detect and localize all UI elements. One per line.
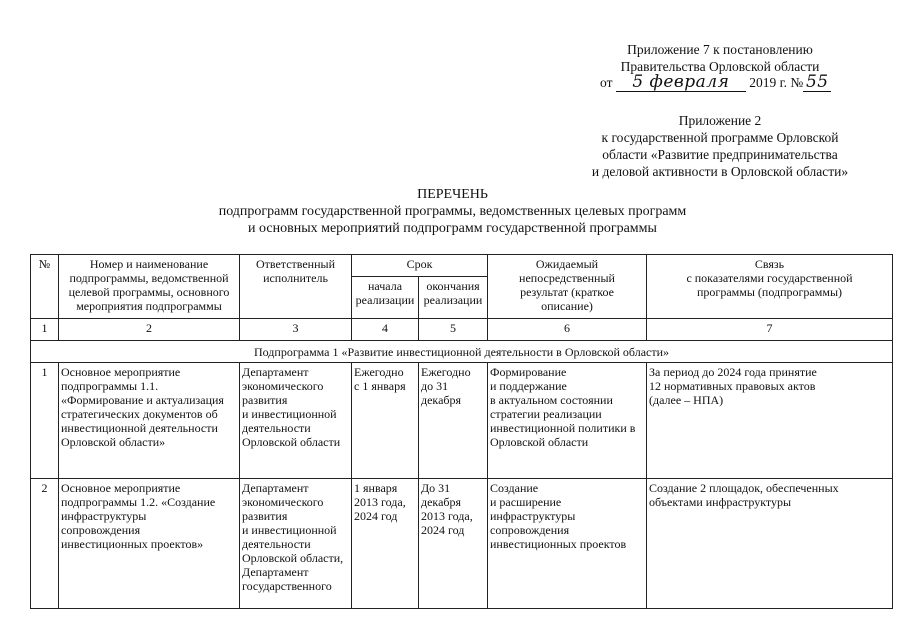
header-term: Срок: [352, 255, 488, 277]
header-result: Ожидаемый непосредственный результат (краткое описание): [488, 255, 647, 319]
title-line-3: и основных мероприятий подпрограмм государственной программы: [248, 221, 657, 236]
column-number: 3: [240, 319, 352, 341]
resolution-line-1: Приложение 7 к постановлению: [627, 42, 813, 57]
row-num: 1: [31, 363, 59, 479]
column-number: 4: [352, 319, 419, 341]
subprogram-title: Подпрограмма 1 «Развитие инвестиционной деятельности в Орловской области»: [31, 341, 893, 363]
program-line-2: к государственной программе Орловской: [601, 130, 839, 145]
handwritten-date: 5 февраля: [616, 74, 746, 92]
row-end: До 31 декабря 2013 года, 2024 год: [419, 479, 488, 609]
table-row: [31, 363, 893, 479]
row-link: За период до 2024 года принятие 12 нормативных правовых актов (далее – НПА): [647, 363, 893, 479]
column-number: 5: [419, 319, 488, 341]
program-header: [570, 112, 870, 180]
column-number: 2: [59, 319, 240, 341]
resolution-date-line: [600, 74, 831, 92]
row-executor: Департамент экономического развития и инвестиционной деятельности Орловской области: [240, 363, 352, 479]
row-result: Создание и расширение инфраструктуры сопровождения инвестиционных проектов: [488, 479, 647, 609]
column-number: 6: [488, 319, 647, 341]
program-line-3: области «Развитие предпринимательства: [602, 147, 838, 162]
row-name: Основное мероприятие подпрограммы 1.2. «Создание инфраструктуры сопровождения инвестиционных проектов»: [59, 479, 240, 609]
row-executor: Департамент экономического развития и инвестиционной деятельности Орловской области, Департамент государственного: [240, 479, 352, 609]
program-line-4: и деловой активности в Орловской области»: [591, 164, 849, 179]
column-number: 7: [647, 319, 893, 341]
row-start: 1 января 2013 года, 2024 год: [352, 479, 419, 609]
resolution-line-2: Правительства Орловской области: [620, 59, 820, 74]
table-row: [31, 479, 893, 609]
program-table: [30, 254, 893, 609]
header-end: окончания реализации: [419, 277, 488, 319]
header-name: Номер и наименование подпрограммы, ведомственной целевой программы, основного мероприятия подпрограммы: [59, 255, 240, 319]
row-num: 2: [31, 479, 59, 609]
column-number: 1: [31, 319, 59, 341]
header-link: Связь с показателями государственной программы (подпрограммы): [647, 255, 893, 319]
column-number-row: [31, 319, 893, 341]
title-line-1: ПЕРЕЧЕНЬ: [417, 187, 488, 202]
header-start: начала реализации: [352, 277, 419, 319]
date-prefix: от: [600, 75, 613, 90]
row-start: Ежегодно с 1 января: [352, 363, 419, 479]
program-line-1: Приложение 2: [678, 113, 762, 128]
date-suffix: 2019 г. №: [749, 75, 804, 90]
row-link: Создание 2 площадок, обеспеченных объектами инфраструктуры: [647, 479, 893, 609]
handwritten-number: 55: [803, 74, 831, 92]
header-num: №: [31, 255, 59, 319]
row-end: Ежегодно до 31 декабря: [419, 363, 488, 479]
row-result: Формирование и поддержание в актуальном состоянии стратегии реализации инвестиционной политики в Орловской области: [488, 363, 647, 479]
document-title: [0, 186, 905, 237]
title-line-2: подпрограмм государственной программы, ведомственных целевых программ: [218, 204, 687, 219]
header-executor: Ответственный исполнитель: [240, 255, 352, 319]
row-name: Основное мероприятие подпрограммы 1.1. «Формирование и актуализация стратегических документов об инвестиционной деятельности Орловской области»: [59, 363, 240, 479]
resolution-header: [600, 41, 840, 75]
